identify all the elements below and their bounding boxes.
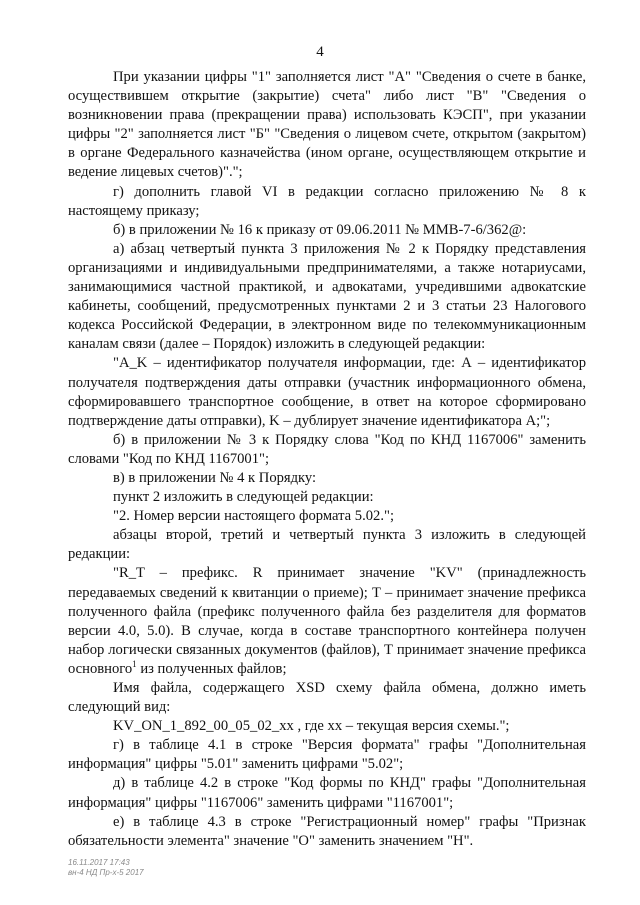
paragraph: д) в таблице 4.2 в строке "Код формы по КНД" графы "Дополнительная информация" цифры "1167006" заменить цифрами "1167001";	[68, 775, 586, 811]
paragraph: пункт 2 изложить в следующей редакции:	[113, 489, 374, 506]
paragraph: "2. Номер версии настоящего формата 5.02.";	[113, 508, 395, 525]
paragraph: е) в таблице 4.3 в строке "Регистрационный номер" графы "Признак обязательности элемента" значение "О" заменить значением "Н".	[68, 813, 586, 849]
paragraph	[68, 564, 586, 679]
paragraph: б) в приложении № 3 к Порядку слова "Код по КНД 1167006" заменить словами "Код по КНД 1167001";	[68, 431, 586, 467]
paragraph: а) абзац четвертый пункта 3 приложения № 2 к Порядку представления организациями и индивидуальными предпринимателями, а также нотариусами, занимающимися частной практикой, и адвокатами, учредившими адвокатские кабинеты, сообщений, предусмотренных пунктами 2 и 3 статьи 23 Налогового кодекса Российской Федерации, в электронном виде по телекоммуникационным каналам связи (далее – Порядок) изложить в следующей редакции:	[68, 240, 586, 353]
paragraph: "A_K – идентификатор получателя информации, где: А – идентификатор получателя подтверждения даты отправки (участник информационного обмена, сформировавшего транспортное сообщение, в ответ на которое сформировано подтверждение даты отправки), K – дублирует значение идентификатора А;";	[68, 355, 586, 429]
paragraph: в) в приложении № 4 к Порядку:	[113, 469, 317, 486]
paragraph: абзацы второй, третий и четвертый пункта 3 изложить в следующей редакции:	[68, 527, 586, 563]
page-number: 4	[316, 44, 324, 60]
paragraph: Имя файла, содержащего XSD схему файла обмена, должно иметь следующий вид:	[68, 680, 586, 716]
paragraph: г) дополнить главой VI в редакции согласно приложению № 8 к настоящему приказу;	[68, 183, 586, 219]
footer-line: вн-4 НД Пр-х-5 2017	[68, 868, 144, 877]
paragraph-text: "R_T – префикс. R принимает значение "KV" (принадлежность передаваемых сведений к квитанции о приеме); Т – принимает значение префикса полученного файла (префикс полученного файла без разделителя для форматов версии 4.0, 5.0). В случае, когда в составе транспортного контейнера получен набор логически связанных документов (файлов), Т принимает значение префикса основного	[68, 565, 586, 677]
paragraph: б) в приложении № 16 к приказу от 09.06.2011 № ММВ-7-6/362@:	[113, 221, 527, 238]
paragraph: При указании цифры "1" заполняется лист "А" "Сведения о счете в банке, осуществившем открытие (закрытие) счета" либо лист "В" "Сведения о возникновении права (прекращении права) использовать КЭСП", при указании цифры "2" заполняется лист "Б" "Сведения о лицевом счете, открытом (закрытом) в органе Федерального казначейства (ином органе, осуществляющем открытие и ведение лицевых счетов)".";	[68, 69, 586, 181]
footer-stamp	[68, 858, 144, 878]
paragraph-text-after: из полученных файлов;	[136, 660, 287, 677]
footer-line: 16.11.2017 17:43	[68, 858, 130, 867]
document-body	[68, 68, 586, 851]
paragraph: г) в таблице 4.1 в строке "Версия формата" графы "Дополнительная информация" цифры "5.01" заменить цифрами "5.02";	[68, 737, 586, 773]
footnote-mark: 1	[132, 658, 137, 669]
paragraph: KV_ON_1_892_00_05_02_xx , где хх – текущая версия схемы.";	[113, 718, 510, 735]
